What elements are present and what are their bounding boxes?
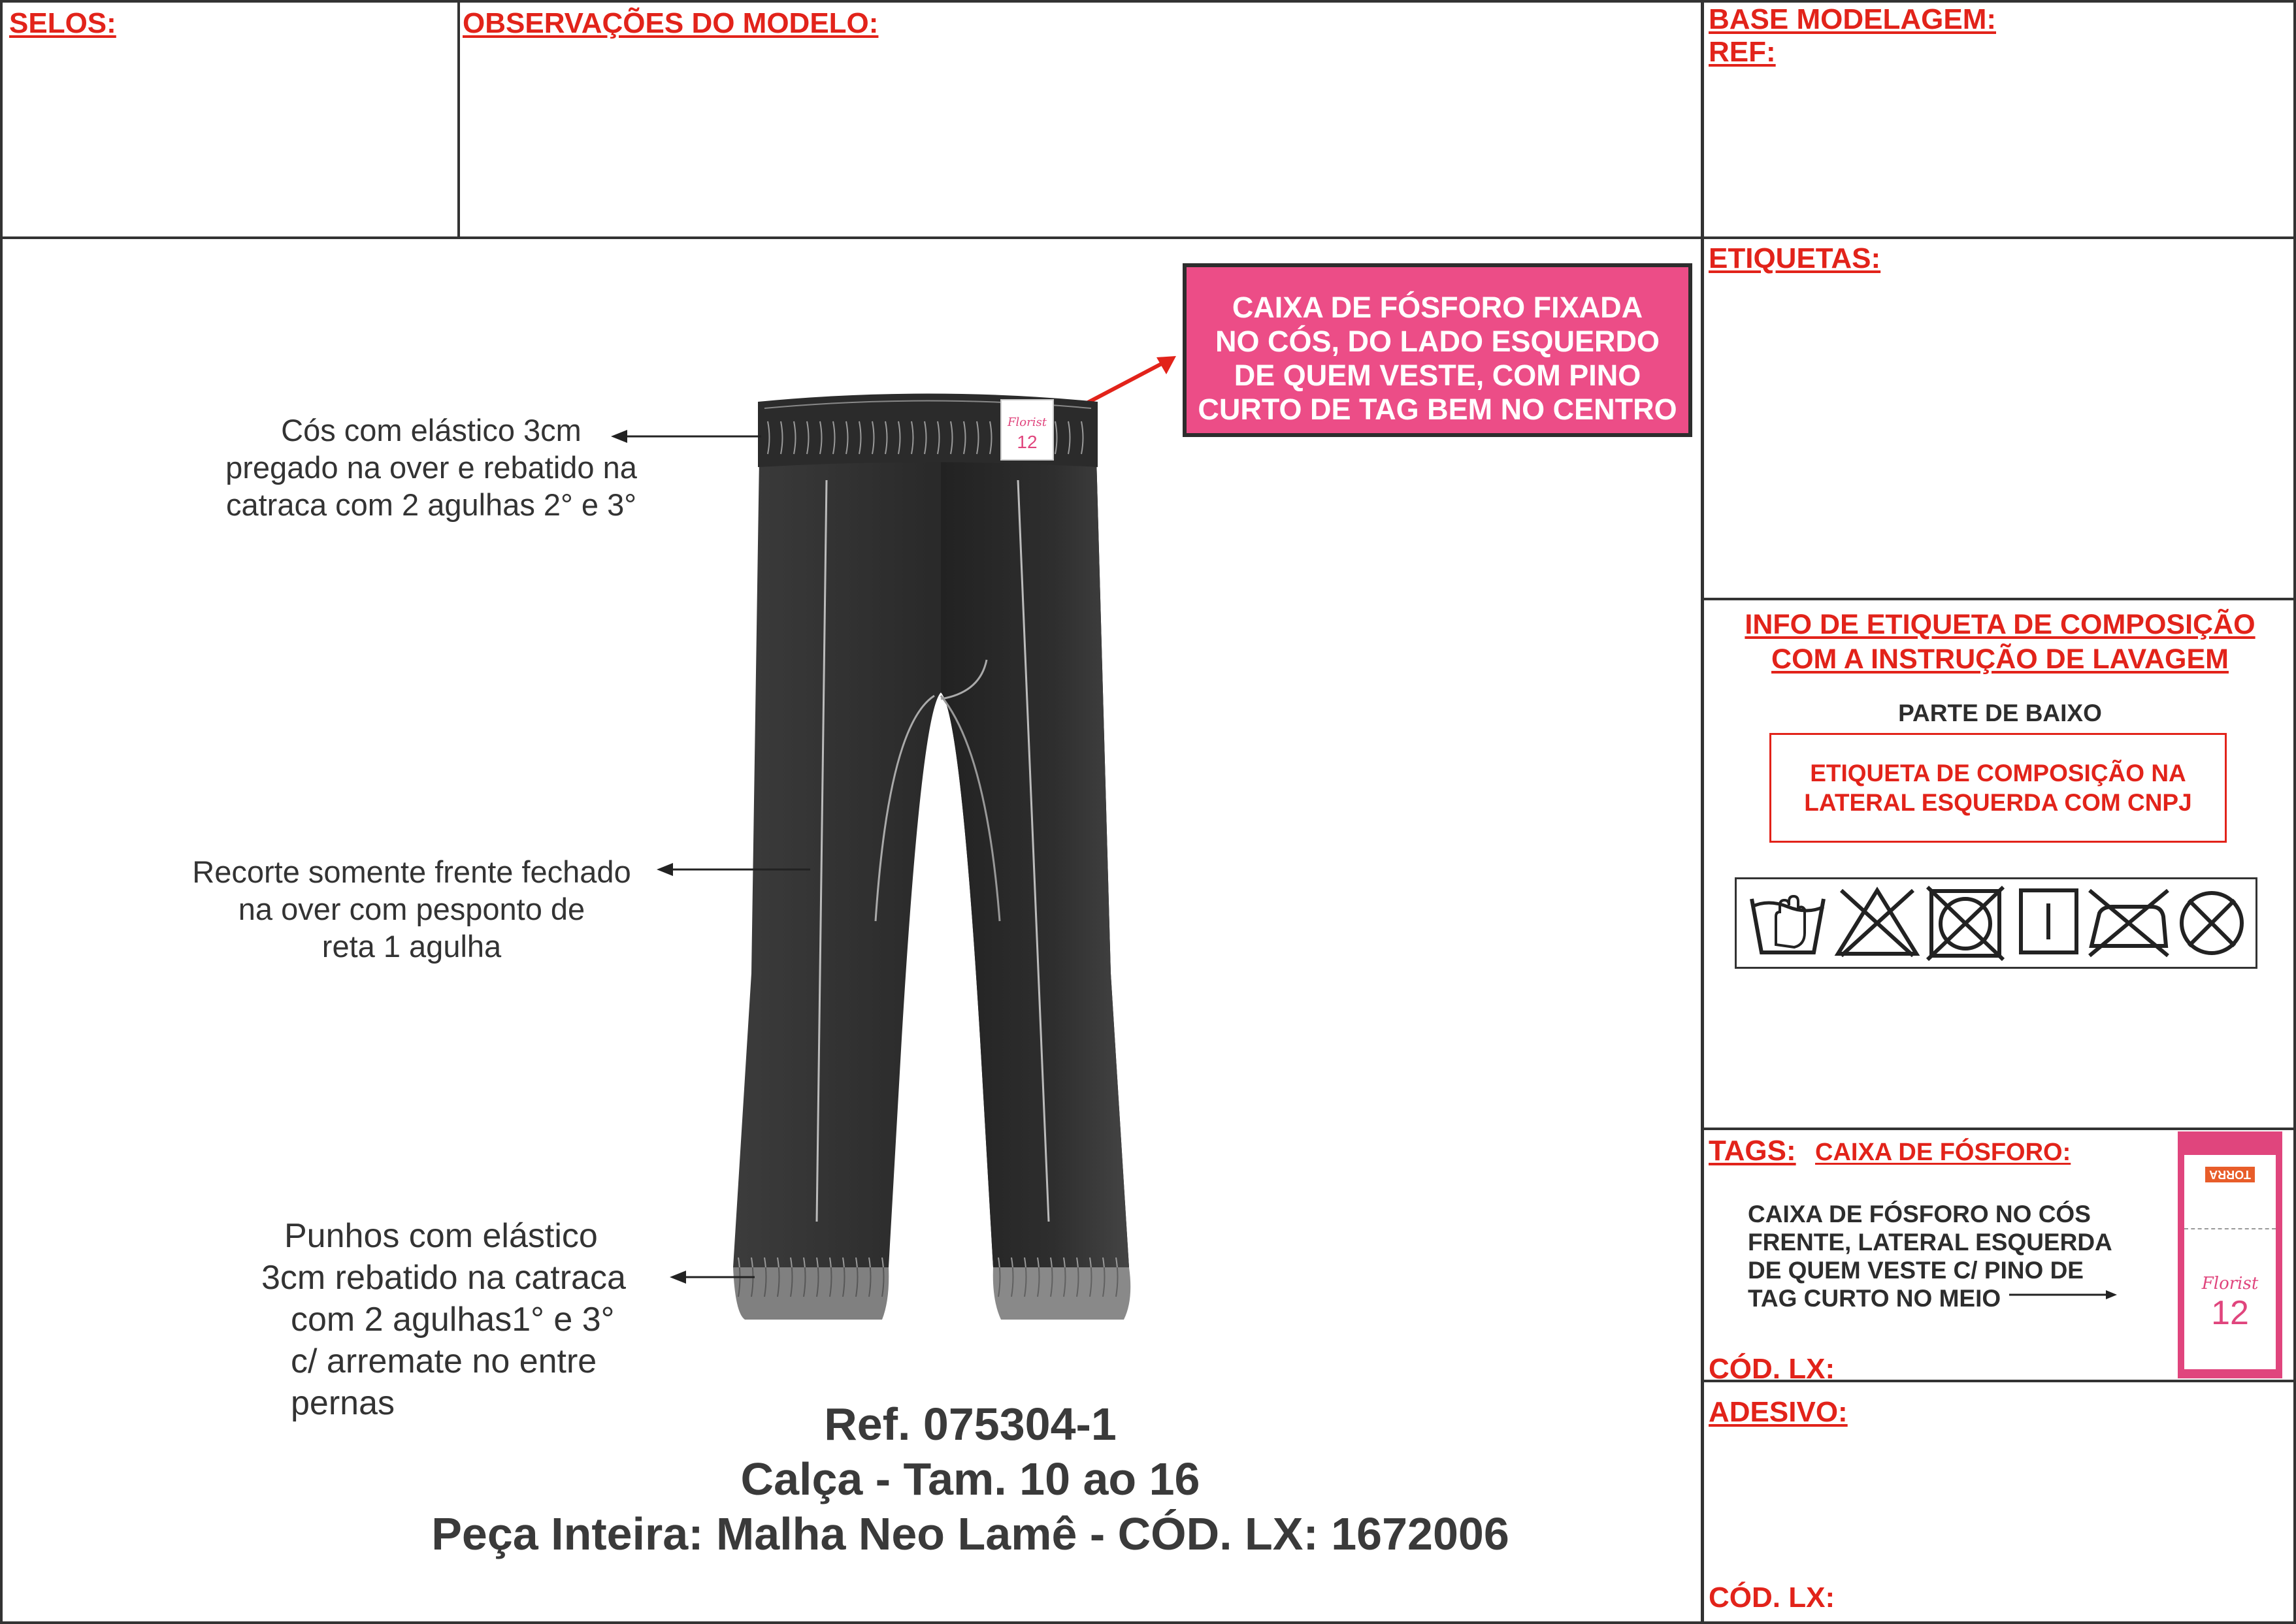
tag-brand-top: TORRA bbox=[2205, 1167, 2255, 1182]
base-modelagem-label: BASE MODELAGEM: bbox=[1709, 3, 1996, 35]
etiqueta-composicao-box bbox=[1769, 733, 2227, 843]
callout-line4: CURTO DE TAG BEM NO CENTRO bbox=[1198, 393, 1677, 426]
caixa-text-line2: FRENTE, LATERAL ESQUERDA bbox=[1748, 1229, 2112, 1256]
no-dry-clean-icon bbox=[2176, 887, 2248, 959]
cos-note bbox=[196, 412, 666, 523]
recorte-note bbox=[163, 853, 660, 965]
cos-line3: catraca com 2 agulhas 2° e 3° bbox=[225, 487, 637, 522]
observacoes-label: OBSERVAÇÕES DO MODELO: bbox=[463, 7, 879, 39]
punhos-note bbox=[261, 1215, 626, 1424]
no-tumble-dry-icon bbox=[1926, 886, 2005, 961]
cos-arrow bbox=[611, 428, 761, 447]
product-ref: Ref. 075304-1 bbox=[824, 1399, 1117, 1450]
care-symbols-strip bbox=[1735, 877, 2257, 969]
caixa-arrow bbox=[2009, 1288, 2120, 1301]
punhos-line5: pernas bbox=[291, 1384, 395, 1422]
parte-de-baixo: PARTE DE BAIXO bbox=[1898, 700, 2102, 726]
product-name: Calça - Tam. 10 ao 16 bbox=[740, 1453, 1200, 1504]
sidebar-rule-2 bbox=[1701, 1128, 2296, 1130]
selos-divider bbox=[457, 0, 460, 238]
adesivo-label: ADESIVO: bbox=[1709, 1396, 1848, 1428]
callout-line3: DE QUEM VESTE, COM PINO bbox=[1234, 359, 1641, 392]
tag-brand-script: Florist bbox=[2201, 1274, 2259, 1293]
callout-box bbox=[1183, 263, 1692, 437]
tags-label: TAGS: bbox=[1709, 1135, 1796, 1167]
header-divider bbox=[0, 236, 2296, 239]
recorte-line1: Recorte somente frente fechado bbox=[192, 854, 631, 889]
tag-dashed-line bbox=[2184, 1228, 2276, 1229]
punhos-arrow bbox=[670, 1269, 755, 1288]
caixa-text-line3: DE QUEM VESTE C/ PINO DE bbox=[1748, 1257, 2084, 1284]
tag-number: 12 bbox=[2211, 1294, 2249, 1332]
recorte-line2: na over com pesponto de bbox=[238, 892, 585, 926]
callout-line2: NO CÓS, DO LADO ESQUERDO bbox=[1215, 325, 1660, 358]
info-composicao-line1: INFO DE ETIQUETA DE COMPOSIÇÃO bbox=[1745, 609, 2255, 640]
cos-line1: Cós com elástico 3cm bbox=[281, 413, 582, 447]
hand-wash-icon bbox=[1748, 887, 1827, 959]
cod-lx-label-2: CÓD. LX: bbox=[1709, 1582, 1835, 1614]
product-fabric: Peça Inteira: Malha Neo Lamê - CÓD. LX: 1672006 bbox=[431, 1508, 1509, 1559]
svg-text:12: 12 bbox=[1017, 432, 1038, 452]
punhos-line3: com 2 agulhas1° e 3° bbox=[291, 1301, 615, 1339]
etiqueta-line1: ETIQUETA DE COMPOSIÇÃO NA bbox=[1810, 760, 2186, 787]
selos-label: SELOS: bbox=[9, 7, 116, 39]
cod-lx-label-1: CÓD. LX: bbox=[1709, 1353, 1835, 1385]
no-iron-icon bbox=[2086, 887, 2171, 959]
punhos-line2: 3cm rebatido na catraca bbox=[261, 1259, 626, 1297]
line-dry-icon bbox=[2018, 887, 2080, 956]
ref-label: REF: bbox=[1709, 36, 1776, 68]
punhos-line1: Punhos com elástico bbox=[284, 1217, 598, 1255]
caixa-text-line1: CAIXA DE FÓSFORO NO CÓS bbox=[1748, 1201, 2091, 1227]
pants-illustration bbox=[719, 385, 1163, 1333]
recorte-line3: reta 1 agulha bbox=[321, 929, 502, 964]
svg-text:Florist: Florist bbox=[1008, 415, 1047, 429]
callout-line1: CAIXA DE FÓSFORO FIXADA bbox=[1232, 291, 1643, 324]
punhos-line4: c/ arremate no entre bbox=[291, 1342, 597, 1380]
etiqueta-line2: LATERAL ESQUERDA COM CNPJ bbox=[1804, 789, 2192, 816]
caixa-label: CAIXA DE FÓSFORO: bbox=[1815, 1139, 2071, 1166]
tag-inner bbox=[2184, 1155, 2276, 1369]
cos-line2: pregado na over e rebatido na bbox=[225, 450, 637, 485]
info-composicao-line2: COM A INSTRUÇÃO DE LAVAGEM bbox=[1771, 643, 2229, 675]
matchbox-tag bbox=[2178, 1131, 2282, 1378]
sidebar-rule-1 bbox=[1701, 598, 2296, 600]
recorte-arrow bbox=[657, 861, 813, 881]
etiquetas-label: ETIQUETAS: bbox=[1709, 242, 1881, 274]
no-bleach-icon bbox=[1835, 887, 1920, 959]
caixa-text-line4: TAG CURTO NO MEIO bbox=[1748, 1285, 2001, 1312]
